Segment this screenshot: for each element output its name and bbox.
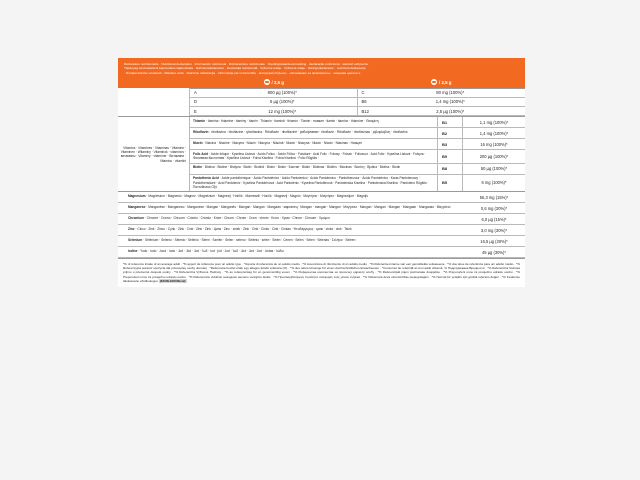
vitamin-amount: 12 mg (100%)* — [268, 108, 297, 114]
mineral-amount: 3,0 mg (30%)* — [480, 227, 508, 233]
vitamin-code: B8 — [437, 164, 463, 174]
table-row — [118, 247, 525, 258]
vitamin-amount: 1,1 mg (100%)* — [479, 119, 509, 125]
vitamin-name-translations: · Niacina · Niacine · Niacyna · Niacin · Niacyna · Niacină · Niacin · Niacyna · Niacin · Niacin · Niacinas · Ниацин — [202, 140, 362, 145]
table-row — [190, 88, 358, 97]
mineral-names — [118, 236, 463, 246]
mineral-name-bold: Zinc — [128, 227, 135, 232]
table-row — [190, 150, 525, 163]
vitamin-code: A — [194, 90, 197, 96]
minerals-section — [118, 191, 525, 258]
vitamin-name-bold: Pantothenic Acid — [193, 176, 219, 181]
table-row — [190, 107, 358, 116]
top-grid-left-column — [190, 88, 358, 116]
vitamin-names — [190, 150, 437, 162]
header-line-2: Tápanyag összetételéről kapcsolatos tájékoztatás · Nährwertdeklaration · Declarația nutrițională · Výživové údaje · Výživové údaje · Näringsdeklaration · nutritivna deklaracija — [124, 66, 366, 71]
table-row — [190, 98, 358, 107]
vitamin-names — [190, 139, 437, 149]
mineral-name-bold: Magnesium — [128, 194, 146, 199]
table-row — [358, 107, 526, 116]
vitamin-code: B5 — [437, 175, 463, 192]
vitamin-amount: 50 µg (100%)* — [480, 166, 508, 172]
vitamin-code: B3 — [437, 139, 463, 149]
vitamins-section — [118, 116, 525, 191]
vitamin-amount: 80 mg (100%)* — [436, 90, 465, 96]
vitamin-name-bold: Niacin — [193, 140, 203, 145]
vitamin-amount: 1,4 mg (100%)* — [479, 130, 509, 136]
vitamins-side-label — [118, 117, 190, 191]
vitamin-name-translations: · riboflavina · riboflavine · ryboflawina · Riboflavin · ribofllavinë · рибофлавин · riboflavín · Riboflavin · riboflavinas · ριβοφλαβίνη · riboflavīns — [208, 129, 408, 134]
mineral-name-translations: · Magnésium · Magnesio · Magnez · Magnézium · Magnezij · Hořčík · Магнезий · Horčík · Magnezij · Magnio · Μαγνήσιο · Μαγνήσιο · Magnezijum · Magnijs — [145, 194, 368, 199]
top-vitamin-grid — [118, 88, 525, 116]
reference-intake-footnote — [118, 258, 525, 287]
mineral-amount: 16,5 µg (30%)* — [480, 238, 508, 244]
vitamin-code: C — [361, 90, 365, 96]
table-row — [118, 214, 525, 225]
mineral-name-translations: · Sélénium · Selenio · Selenio · Selénio · Selen · Szelén · Selen · seleno · Selénio · selen · Selen · Cenen · Selen · Selen · Selenas · Σελήνιο · Seleen — [142, 238, 356, 243]
serving-size-bar — [118, 77, 525, 88]
vitamin-amount: 5 µg (100%)* — [269, 99, 295, 105]
top-grid-spacer — [118, 88, 190, 116]
vitamin-amount: 200 µg (100%)* — [479, 153, 509, 159]
table-row — [190, 175, 525, 192]
mineral-name-bold: Chromium — [128, 216, 144, 221]
table-row — [358, 98, 526, 107]
vitamin-name-translations: · tiamina · thiamine · tiaminy · tiamin · Thiamin · tiamină · thiamín · Tiamin · тиамин · tiamin · tiamino · thiamíne · Θειαμίνη — [205, 118, 379, 123]
table-row — [190, 117, 525, 128]
nutrition-label-card — [118, 58, 525, 287]
table-row — [190, 164, 525, 175]
serving-size-left-label: / 2,5 g — [271, 79, 284, 85]
vitamin-code: B9 — [437, 150, 463, 162]
vitamin-names — [190, 128, 437, 138]
table-row — [190, 128, 525, 139]
vitamin-amount: 1,4 mg (100%)* — [435, 99, 465, 105]
vitamin-name-bold: Thiamin — [193, 118, 206, 123]
nutritional-declaration-header — [118, 58, 525, 77]
vitamin-code: B12 — [361, 108, 369, 114]
vitamin-name-translations: · Acide folique · Kyselina Listová · Acido Folico · Ácido Fólico · Folsäure · Acid Folic · Folowy · Folsav · Foliozuur · Acid Folic · Kyselina Listová · Folsyra · Фолиевая Кислотная · Kyselina Listová · Folna Kiselina · Folna Kiselina · Folio Rūgštis · — [193, 151, 426, 161]
vitamin-name-translations: · Biotina · Biotine · Biotyna · Biotin · Biotină · Biotín · Biotin · Биотин · Biotin · Biotinas · Biotīns · Biocinas · Βιοτίνη · Bjotina · Biotins · Biotin — [202, 165, 401, 170]
vitamin-code: B6 — [361, 99, 367, 105]
vitamin-rows — [190, 117, 525, 191]
vitamins-label-text: Vitamins · Vitamines · Vitaminas · Vitamine · Vitaminen · Witaminy · Vitaminok · vitamínov · витамины · Vitamíny · vitamíner · Витамини · Vitaminu · vitamīni — [120, 145, 186, 163]
scoop-icon — [264, 79, 270, 85]
vitamin-names — [190, 175, 437, 192]
header-line-1: Déclaration nutritionnelle · Nutritional declaration · Información nutricional · Dichiarazione nutrizionale · Voedingswaardevermelding · declaração nutricional · wartość odżywcza · — [124, 62, 370, 66]
mineral-amount: 0,6 mg (30%)* — [480, 205, 508, 211]
scoop-icon — [431, 79, 437, 85]
mineral-amount: 56,3 mg (15%)* — [479, 194, 509, 200]
serving-size-right — [358, 79, 526, 85]
table-row — [118, 203, 525, 214]
header-line-3: · Oznaka hranive vrednosti · Maistinė vertė · Nutrīcinu deklaracija · Informācija par uzturvērtību · Διατροφική δήλωση · «Основание за правилното» · пищевая ценность — [124, 70, 361, 75]
mineral-name-bold: Manganese — [128, 205, 146, 210]
mineral-name-translations: · Chrome · Cromo · Chroom · Crómio · Crómio · Króm · Chrom · Chrom · Crom · chrom · Krom · Хром · Chrom · Chroom · Χρώμιο — [143, 216, 330, 221]
mineral-names — [118, 192, 463, 202]
vitamin-code: D — [194, 99, 198, 105]
vitamin-amount: 800 µg (100%)* — [267, 90, 297, 96]
mineral-names — [118, 214, 463, 224]
vitamin-name-bold: Riboflavin — [193, 129, 209, 134]
serving-size-left — [190, 79, 358, 85]
mineral-amount: 45 µg (30%)* — [482, 249, 506, 255]
mineral-name-translations: · Yodo · Iodo · Jood · Iodo · Jod · Jód · Jod · Ίωδ · Iod · jód · Jod · Ίωδ · Jód · Jod · Jod · Jodas · Ιώδιο — [137, 249, 284, 254]
mineral-names — [118, 247, 463, 257]
serving-size-right-label: / 2,5 g — [439, 79, 452, 85]
top-grid-right-column — [358, 88, 526, 116]
mineral-names — [118, 225, 463, 235]
vitamin-amount: 16 mg (100%)* — [480, 141, 508, 147]
table-row — [190, 139, 525, 150]
vitamin-name-translations: · Acide pantothénique · Ácido Pantoténico · Acido Pantotenico · Acido Pantotenico · Pantothenzuur · Ácido Pantoténico · Kwas Pantotenowy · Pantothensäure · Acid Pantotenic · Kyselina Pantoténová · Acid Pantotenic · Kyselina Pantoténová · Pantotenska Kiselina · Pantotenska Kiselina · Pantoteno Rūgštis · Παντοθενικό Οξύ — [193, 176, 429, 190]
table-row — [118, 192, 525, 203]
table-row — [118, 225, 525, 236]
mineral-name-translations: · Cinco · Zink · Zinco · Cynk · Zink · Cink · Zink · Zink · Цинк · Zinc · zinek · Zink · Cink · Cinks · Cink · Cinkas · Ψευδάργυρος · цинк · cinks · cink · Tsink — [134, 227, 352, 232]
vitamin-amount: 2,5 µg (100%)* — [436, 108, 465, 114]
mineral-name-translations: · Manganèse · Manganeso · Manganese · Mangan · Manganês · Mangan · Mangan · Mangaan · марганец · Mangan · mangan · Mangan · Μαγγάνιο · Mangan · Mangan · Mangan · Mangaan · Manganas · Μαγγάνιο — [145, 205, 451, 210]
footnote-text: *% of reference intake of an average adult · *% apport de référence pour un adulte type · *Importa di referencia de un adulto medio · *% Assunzione di riferimento di un adulto medio · *% Referentie-inname van een gemiddelde volwassene · *% dos dose de referência para um adulto médio · *% Referencyjna wartość spożycia dla przeciętnej osoby dorosłej · *Referencia bevitel érték egy átlagos felnőtt számára (%) · *% des referenzmenge für einen durchschnittlichen Erwachsenen · *Consumul de referință al unui adult obișnuit, % Подрзумевана Вредности · *% Referenčná hodnota príjmu u priemerné dospelé osoby · *% Referenčná Výživové Hodnoty · *% av referensintag för en genomsnittlig vuxen · *% Референтна количества за просечну одраслу особу · *% Referencijski pijem prehranske dospjelice · *% Preporučeni unos za prosječnu odraslu osobu · *% Preporučeni unos za prosječnu odraslu osobu · *% Referencinė vidutinio suaugusio asmens vartojimo kiekis · *% Προσλαμβανόμενη ποσότητα αναφοράς ενός μέσου ενήλικα · *% Vidusmēra deva uzturvērtības pieaugušajam · *% Normal bir yetişkin için günlük referans değeri · *% Keskmise täiskasvanu võrdluskogus — [123, 261, 520, 283]
table-row — [118, 236, 525, 247]
vitamin-code: E — [194, 108, 197, 114]
table-row — [358, 88, 526, 97]
vitamin-code: B1 — [437, 117, 463, 127]
vitamin-name-bold: Folic Acid — [193, 151, 209, 156]
footnote-kcal-value: (8400kJ/2000kcal) — [159, 278, 186, 283]
vitamin-code: B2 — [437, 128, 463, 138]
mineral-names — [118, 203, 463, 213]
vitamin-names — [190, 117, 437, 127]
vitamin-name-bold: Biotin — [193, 165, 203, 170]
mineral-name-bold: Selenium — [128, 238, 143, 243]
vitamin-amount: 6 mg (100%)* — [481, 180, 507, 186]
mineral-name-bold: Iodine — [128, 249, 138, 254]
mineral-amount: 6,0 µg (15%)* — [481, 216, 507, 222]
vitamin-names — [190, 164, 437, 174]
